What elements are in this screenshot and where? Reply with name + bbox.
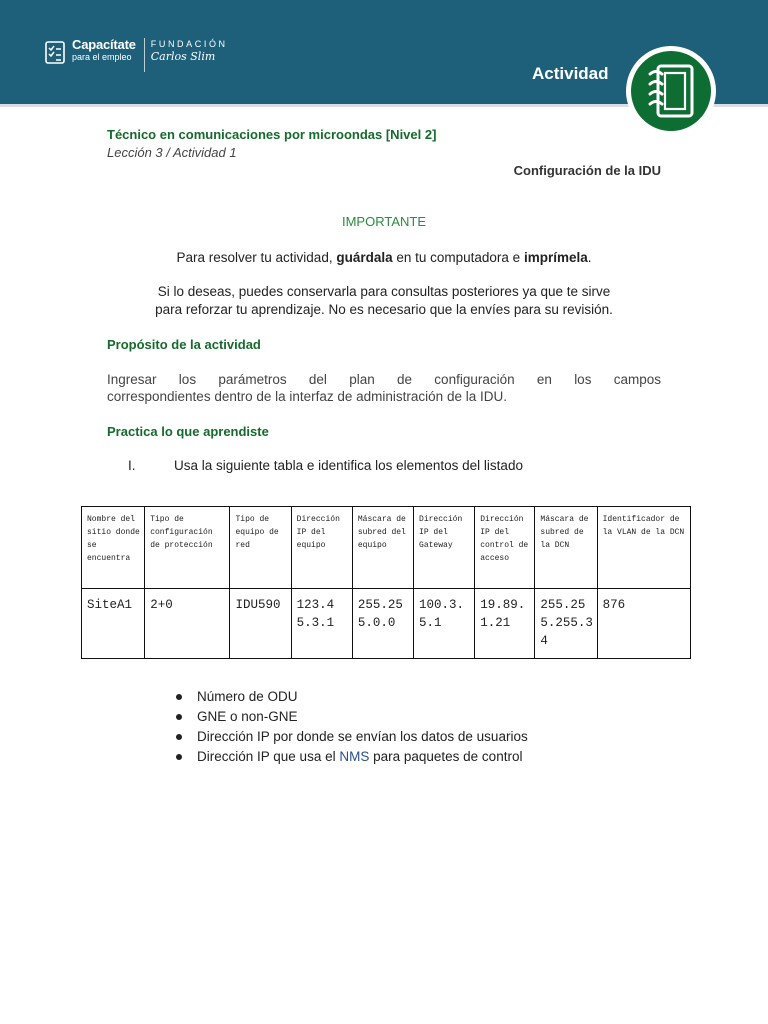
purpose-text (107, 371, 661, 405)
print-emphasis: imprímela (523, 250, 588, 265)
logo-sub: para el empleo (72, 52, 132, 62)
purpose-line: correspondientes dentro de la interfaz de administración de la IDU. (107, 389, 507, 404)
table-cell: SiteA1 (82, 589, 145, 659)
table-header-cell: Dirección IP del Gateway (414, 507, 475, 589)
logo-text (72, 38, 136, 63)
instructions-paragraph (0, 249, 768, 267)
foundation-signature: Carlos Slim (150, 50, 216, 63)
table-cell: IDU590 (230, 589, 291, 659)
list-item: GNE o non-GNE (176, 707, 528, 727)
lesson-label: Lección 3 / Actividad 1 (107, 145, 237, 160)
purpose-heading: Propósito de la actividad (107, 337, 261, 352)
table-header-row (82, 507, 691, 589)
table-header-cell: Tipo de equipo de red (230, 507, 291, 589)
list-item-text: Dirección IP que usa el (197, 749, 340, 764)
nms-term: NMS (339, 749, 370, 764)
checklist-icon (44, 39, 68, 65)
table-header-cell: Dirección IP del equipo (291, 507, 352, 589)
activity-title: Actividad (532, 64, 609, 83)
table-cell: 2+0 (145, 589, 230, 659)
table-cell: 123.45.3.1 (291, 589, 352, 659)
table-row (82, 589, 691, 659)
course-title: Técnico en comunicaciones por microondas [Nivel 2] (107, 127, 437, 142)
table-header-cell: Identificador de la VLAN de la DCN (597, 507, 690, 589)
table-cell: 876 (597, 589, 690, 659)
instruction-number: I. (128, 458, 136, 473)
table-cell: 255.255.0.0 (352, 589, 413, 659)
list-item (176, 747, 528, 767)
instruction-text: Usa la siguiente tabla e identifica los elementos del listado (174, 458, 523, 473)
activity-subject: Configuración de la IDU (513, 163, 661, 178)
logo-separator (144, 38, 145, 72)
foundation-logo (151, 38, 228, 64)
table-header-cell: Máscara de subred del equipo (352, 507, 413, 589)
purpose-line: Ingresar los parámetros del plan de configuración en los campos (107, 372, 661, 387)
instructions-text: . (587, 250, 592, 265)
practice-heading: Practica lo que aprendiste (107, 424, 269, 439)
note-line: Si lo deseas, puedes conservarla para consultas posteriores ya que te sirve (157, 284, 611, 299)
logo-main: Capacítate (72, 37, 136, 52)
instructions-text: Para resolver tu actividad, (176, 250, 337, 265)
table-cell: 100.3.5.1 (414, 589, 475, 659)
notebook-icon (644, 62, 698, 120)
instructions-text: en tu computadora e (392, 250, 524, 265)
practice-instruction (128, 458, 523, 473)
logo (44, 38, 228, 72)
table-header-cell: Dirección IP del control de acceso (475, 507, 535, 589)
list-item-text: para paquetes de control (369, 749, 523, 764)
list-item: Número de ODU (176, 687, 528, 707)
config-table (81, 506, 691, 659)
foundation-label: FUNDACIÓN (150, 39, 228, 49)
list-item: Dirección IP por donde se envían los datos de usuarios (176, 727, 528, 747)
table-header-cell: Tipo de configuración de protección (145, 507, 230, 589)
important-heading: IMPORTANTE (341, 214, 427, 229)
note-line: para reforzar tu aprendizaje. No es necesario que la envíes para su revisión. (155, 302, 613, 317)
save-emphasis: guárdala (336, 250, 393, 265)
table-header-cell: Nombre del sitio donde se encuentra (82, 507, 145, 589)
table-cell: 19.89.1.21 (475, 589, 535, 659)
table-cell: 255.255.255.34 (535, 589, 597, 659)
element-list (176, 687, 528, 767)
table-header-cell: Máscara de subred de la DCN (535, 507, 597, 589)
note-paragraph (0, 283, 768, 319)
